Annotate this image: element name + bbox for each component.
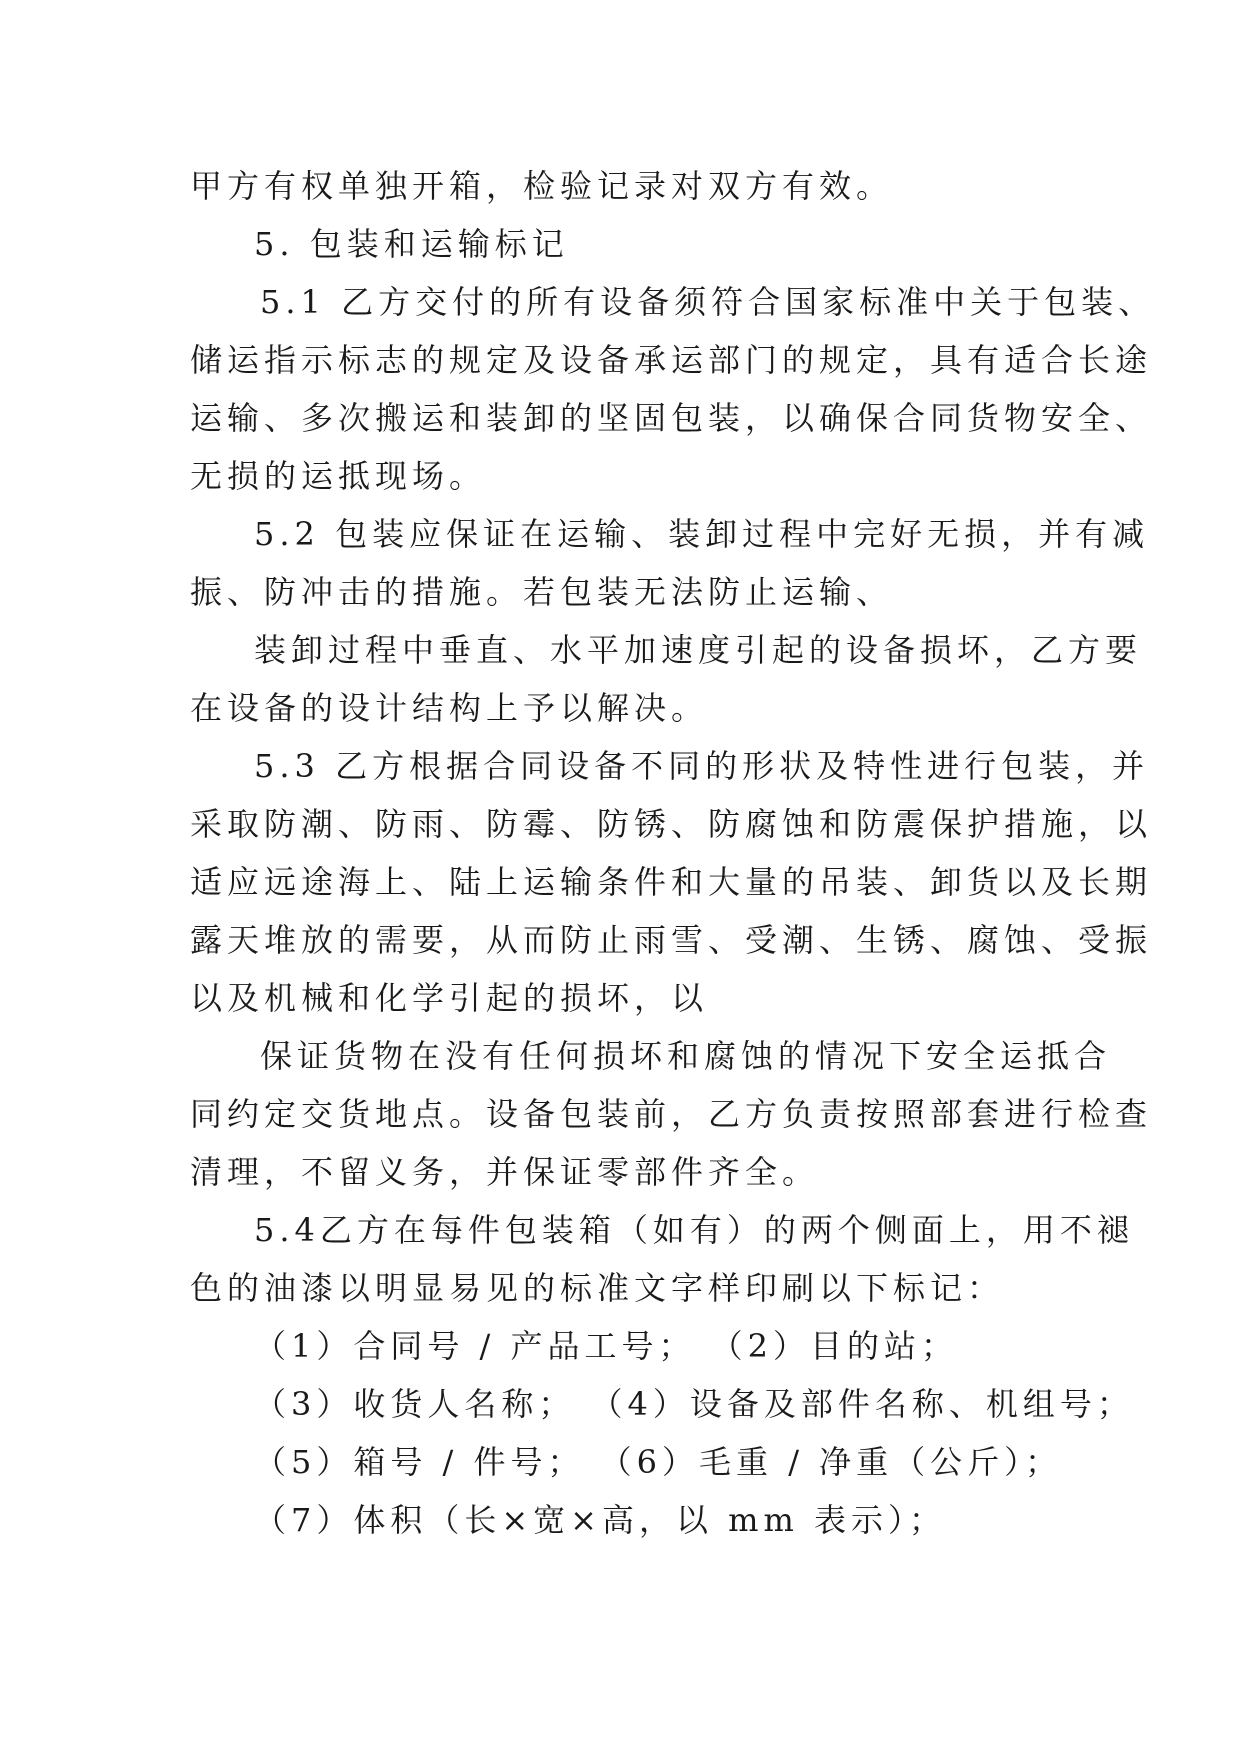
paragraph-line: 运输、多次搬运和装卸的坚固包装，以确保合同货物安全、 <box>190 399 1153 437</box>
list-line: （1）合同号 / 产品工号； （2）目的站； <box>254 1327 959 1365</box>
list-line: （3）收货人名称； （4）设备及部件名称、机组号； <box>254 1385 1134 1423</box>
paragraph-line: 甲方有权单独开箱，检验记录对双方有效。 <box>190 167 894 205</box>
paragraph-line: 同约定交货地点。设备包装前，乙方负责按照部套进行检查 <box>190 1095 1153 1133</box>
paragraph-line: 色的油漆以明显易见的标准文字样印刷以下标记： <box>190 1269 1005 1307</box>
paragraph-line: 储运指示标志的规定及设备承运部门的规定，具有适合长途 <box>190 341 1153 379</box>
paragraph-line: 5.3 乙方根据合同设备不同的形状及特性进行包装，并 <box>254 747 1150 785</box>
paragraph-line: 装卸过程中垂直、水平加速度引起的设备损坏，乙方要 <box>254 631 1143 669</box>
paragraph-line: 露天堆放的需要，从而防止雨雪、受潮、生锈、腐蚀、受振 <box>190 921 1153 959</box>
paragraph-line: 5.4乙方在每件包装箱（如有）的两个侧面上，用不褪 <box>254 1211 1134 1249</box>
paragraph-line: 保证货物在没有任何损坏和腐蚀的情况下安全运抵合 <box>260 1037 1112 1075</box>
paragraph-line: 5.2 包装应保证在运输、装卸过程中完好无损，并有减 <box>254 515 1150 553</box>
paragraph-line: 适应远途海上、陆上运输条件和大量的吊装、卸货以及长期 <box>190 863 1153 901</box>
section-heading: 5. 包装和运输标记 <box>254 225 569 263</box>
paragraph-line: 振、防冲击的措施。若包装无法防止运输、 <box>190 573 894 611</box>
paragraph-line: 无损的运抵现场。 <box>190 457 487 495</box>
paragraph-line: 采取防潮、防雨、防霉、防锈、防腐蚀和防震保护措施，以 <box>190 805 1153 843</box>
paragraph-line: 以及机械和化学引起的损坏，以 <box>190 979 709 1017</box>
paragraph-line: 5.1 乙方交付的所有设备须符合国家标准中关于包装、 <box>260 283 1156 321</box>
list-line: （7）体积（长×宽×高，以 mm 表示）； <box>254 1501 947 1539</box>
paragraph-line: 在设备的设计结构上予以解决。 <box>190 689 709 727</box>
paragraph-line: 清理，不留义务，并保证零部件齐全。 <box>190 1153 820 1191</box>
list-line: （5）箱号 / 件号； （6）毛重 / 净重（公斤）； <box>254 1443 1063 1481</box>
